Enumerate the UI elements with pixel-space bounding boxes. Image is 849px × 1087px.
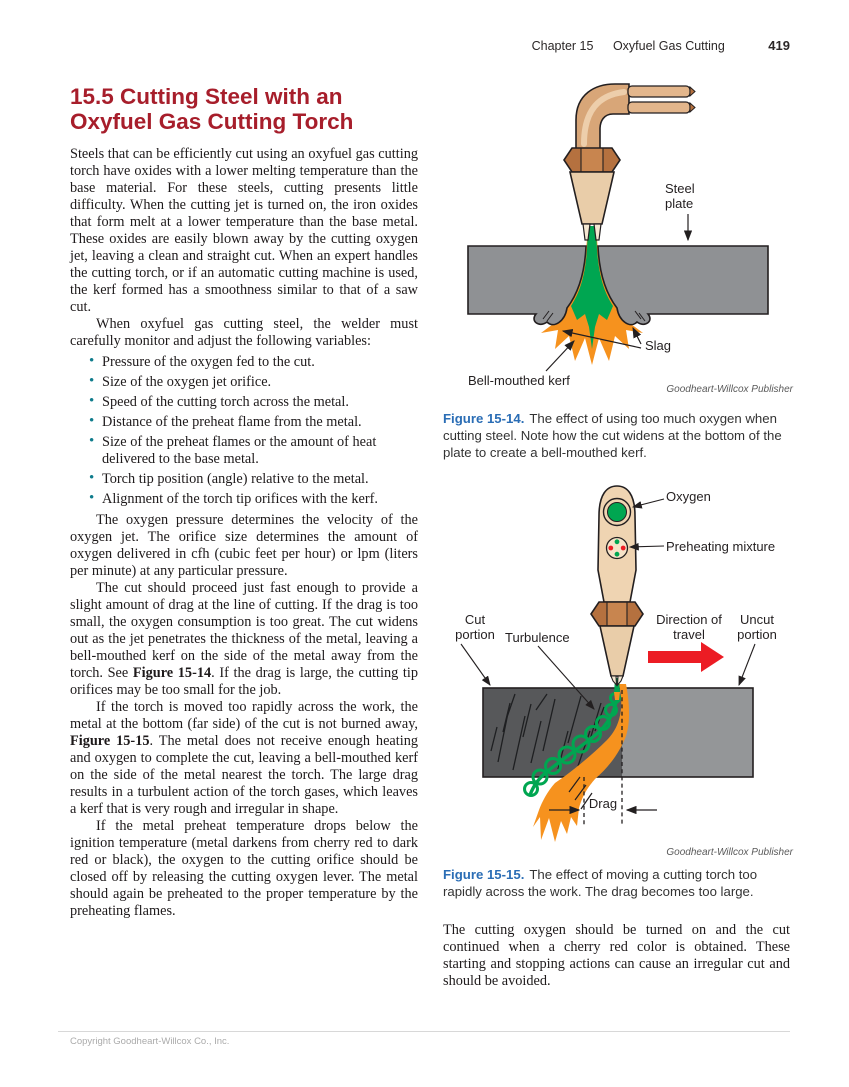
uncut-portion-region bbox=[622, 688, 753, 777]
label-steel-plate: Steel plate bbox=[665, 181, 695, 211]
figure-14-credit: Goodheart-Willcox Publisher bbox=[666, 384, 793, 395]
paragraph-5-text: If the torch is moved too rapidly across the work, the metal at the bottom (far side) of the cut is not burned away, bbox=[70, 699, 418, 732]
direction-of-travel-arrow bbox=[648, 642, 724, 672]
figure-15-reference: Figure 15-15 bbox=[70, 733, 150, 749]
label-oxygen: Oxygen bbox=[666, 489, 711, 504]
paragraph-4-text: . If the drag is large, the cutting tip orifices may be too small for the job. bbox=[70, 665, 418, 698]
bullet-item: • Distance of the preheat flame from the metal. bbox=[89, 414, 418, 431]
figure-14-caption bbox=[443, 410, 790, 461]
paragraph-3: The oxygen pressure determines the velocity of the oxygen jet. The orifice size determines the amount of oxygen delivered in cfh (cubic feet per hour) or lpm (liters per minute) at any particular pressure. bbox=[70, 512, 418, 579]
figure-15-caption-label: Figure 15-15. bbox=[443, 867, 525, 882]
label-drag: Drag bbox=[588, 796, 618, 811]
steel-plate-cross-section bbox=[468, 246, 768, 325]
bullet-item: • Size of the preheat flames or the amount of heat delivered to the base metal. bbox=[89, 434, 418, 468]
section-heading: 15.5 Cutting Steel with an Oxyfuel Gas Cutting Torch bbox=[70, 84, 354, 134]
torch-tip-cone bbox=[600, 626, 634, 676]
label-turbulence: Turbulence bbox=[505, 630, 570, 645]
paragraph-5 bbox=[70, 699, 418, 818]
bullet-list bbox=[70, 354, 418, 508]
figure-15-caption-text: The effect of moving a cutting torch too rapidly across the work. The drag becomes too large. bbox=[443, 867, 758, 899]
figure-15-credit: Goodheart-Willcox Publisher bbox=[666, 847, 793, 858]
chapter-number: Chapter 15 bbox=[531, 39, 594, 53]
footer-rule bbox=[58, 1031, 790, 1032]
left-column bbox=[70, 84, 418, 920]
paragraph-4 bbox=[70, 580, 418, 699]
bullet-item: • Torch tip position (angle) relative to the metal. bbox=[89, 471, 418, 488]
label-slag: Slag bbox=[645, 338, 672, 353]
label-uncut-portion: Uncut portion bbox=[737, 612, 777, 642]
torch-hose-tube bbox=[628, 102, 690, 113]
figure-14-caption-label: Figure 15-14. bbox=[443, 411, 525, 426]
label-preheating-mixture: Preheating mixture bbox=[666, 539, 776, 554]
torch-hose-tube bbox=[628, 86, 690, 97]
bullet-item: • Pressure of the oxygen fed to the cut. bbox=[89, 354, 418, 371]
figure-15-14 bbox=[443, 78, 793, 398]
figure-15-caption bbox=[443, 866, 790, 900]
label-bell-mouthed-kerf: Bell-mouthed kerf bbox=[468, 373, 570, 388]
label-direction-of-travel: Direction of travel bbox=[656, 612, 722, 642]
figure-15-15 bbox=[443, 480, 793, 858]
paragraph-4-text: The cut should proceed just fast enough to provide a slight amount of drag at the line of cutting. If the drag is too small, the oxygen consumption is too great. The cut widens out as the jet penetrates the thickness of the metal, leaving a bell-mouthed kerf on the side of the metal away from the torch. See bbox=[70, 580, 418, 681]
bullet-item: • Speed of the cutting torch across the metal. bbox=[89, 394, 418, 411]
running-head bbox=[0, 38, 790, 53]
cutting-torch bbox=[564, 84, 695, 240]
closing-paragraph: The cutting oxygen should be turned on and the cut continued when a cherry red color is obtained. These starting and stopping actions can cause an irregular cut and should be avoided. bbox=[443, 922, 790, 989]
paragraph-5-text: . The metal does not receive enough heating and oxygen to complete the cut, leaving a bell-mouthed kerf on the side of the metal nearest the torch. The large drag results in a turbulent action of the torch gases, which leaves a kerf that is very rough and irregular in shape. bbox=[70, 733, 418, 817]
label-cut-portion: Cut portion bbox=[455, 612, 495, 642]
paragraph-1: Steels that can be efficiently cut using an oxyfuel gas cutting torch have oxides with a lower melting temperature than the base material. For these steels, cutting presents little difficulty. When the cutting jet is turned on, the iron oxides that form melt at a lower temperature than the base metal. These oxides are easily blown away by the cutting oxygen jet, leaving a clean and straight cut. When an expert handles the cutting torch, or if an automatic cutting machine is used, the kerf formed has a smoothness similar to that of a saw cut. bbox=[70, 146, 418, 315]
torch-tip-cone bbox=[570, 172, 614, 224]
bullet-item: • Size of the oxygen jet orifice. bbox=[89, 374, 418, 391]
cutting-torch bbox=[591, 486, 643, 700]
bullet-item: • Alignment of the torch tip orifices with the kerf. bbox=[89, 491, 418, 508]
figure-14-reference: Figure 15-14 bbox=[132, 665, 212, 681]
figure-14-caption-text: The effect of using too much oxygen when cutting steel. Note how the cut widens at the bottom of the plate to create a bell-mouthed kerf. bbox=[443, 411, 782, 460]
footer-copyright: Copyright Goodheart-Willcox Co., Inc. bbox=[70, 1036, 230, 1047]
paragraph-6: If the metal preheat temperature drops below the ignition temperature (metal darkens from cherry red to dark red or black), the oxygen to the cutting orifice should be closed off by releasing the cutting oxygen lever. The metal should again be preheated to the proper temperature by the preheating flames. bbox=[70, 818, 418, 919]
oxygen-orifice bbox=[608, 503, 627, 522]
chapter-title: Oxyfuel Gas Cutting bbox=[612, 39, 725, 53]
paragraph-2: When oxyfuel gas cutting steel, the welder must carefully monitor and adjust the following variables: bbox=[70, 316, 418, 349]
page-number: 419 bbox=[768, 38, 790, 53]
figure-15-14-illustration bbox=[443, 78, 793, 398]
